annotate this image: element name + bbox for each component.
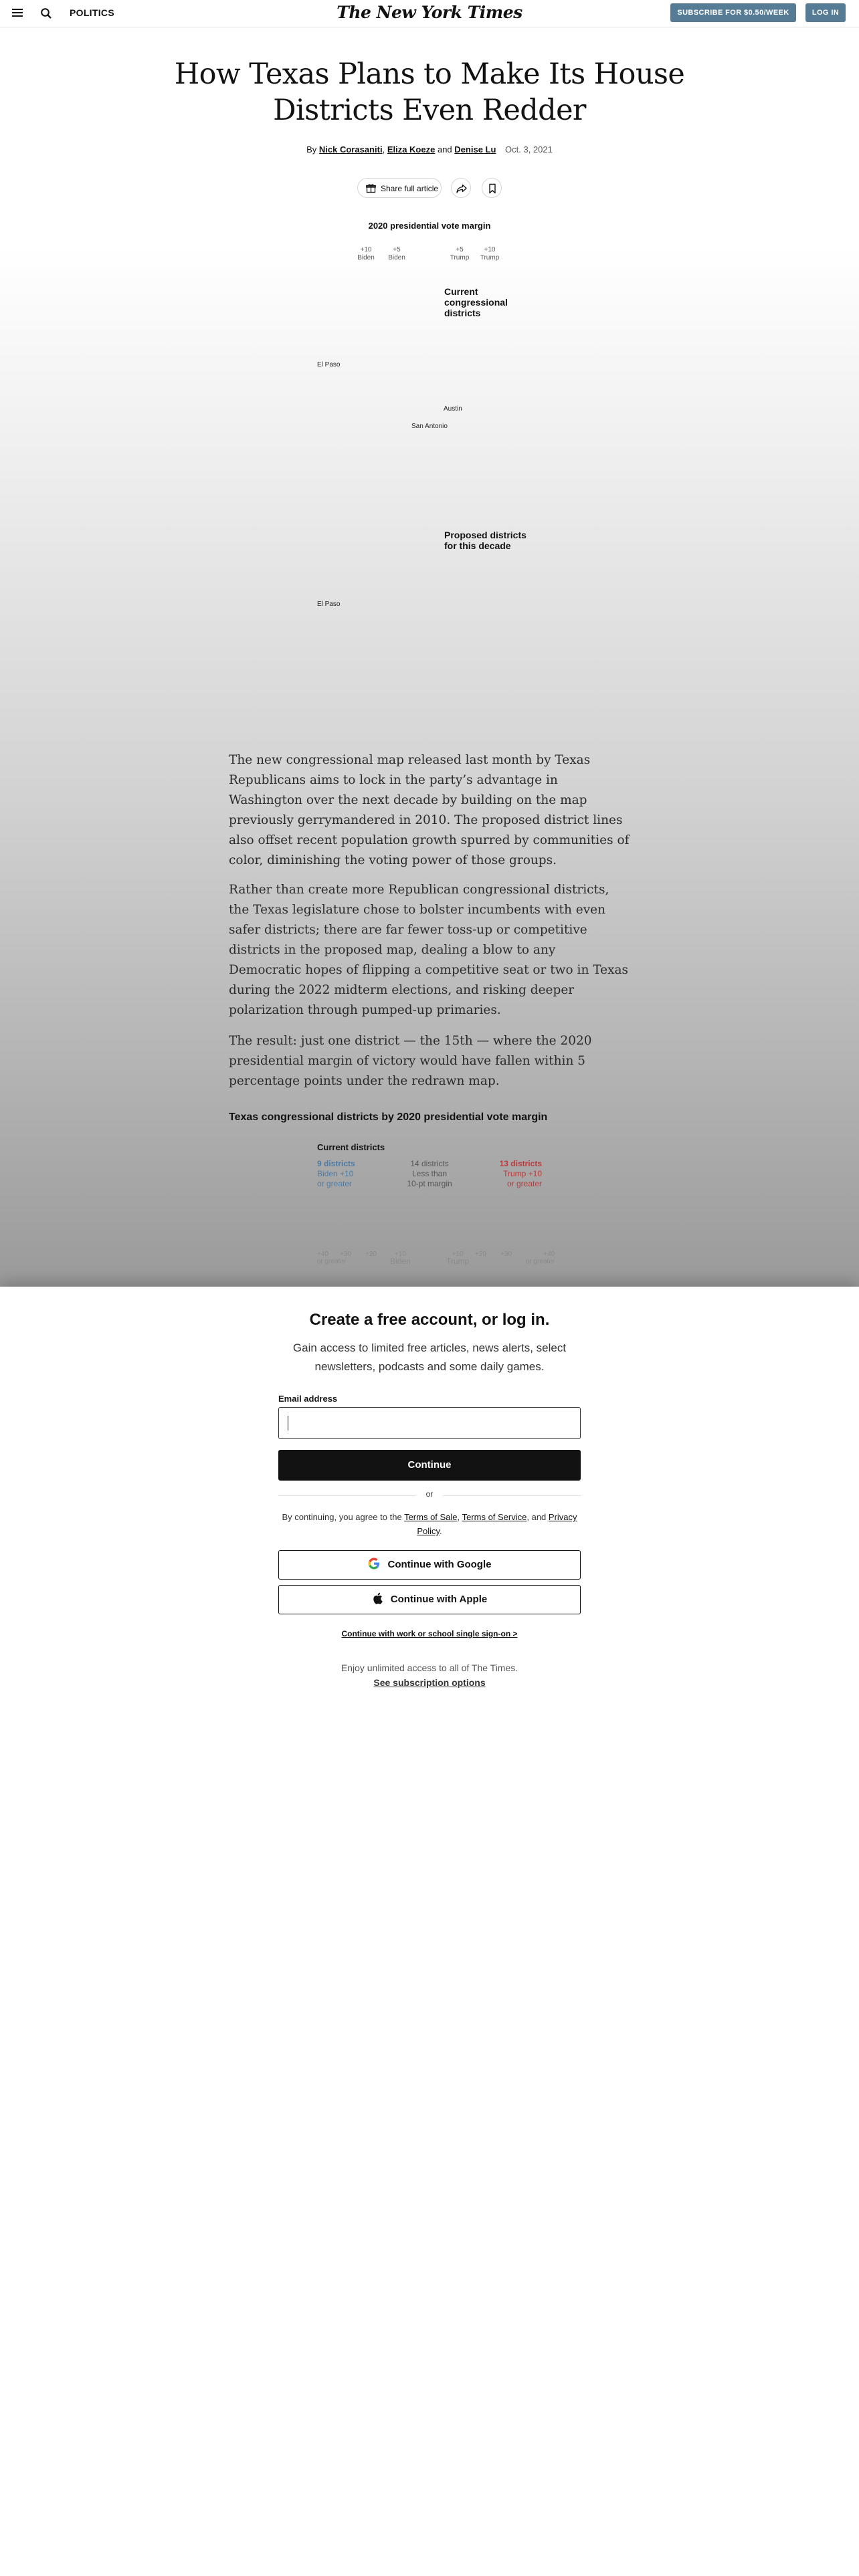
login-button[interactable]: LOG IN	[805, 3, 846, 22]
city-label-el-paso: El Paso	[317, 601, 341, 608]
map-title-current: Current congressional districts	[444, 286, 508, 318]
section-link-politics[interactable]: POLITICS	[70, 7, 114, 18]
scale-label: +40 or greater	[526, 1251, 555, 1265]
author-link[interactable]: Nick Corasaniti	[318, 144, 383, 154]
see-subscription-options-link[interactable]: See subscription options	[373, 1677, 486, 1688]
table-title: Texas congressional districts by 2020 presidential vote margin	[229, 1111, 548, 1123]
email-label: Email address	[278, 1394, 338, 1404]
privacy-policy-link[interactable]: Privacy Policy	[417, 1512, 577, 1536]
scale-label: +10 Biden	[390, 1251, 411, 1266]
google-icon	[368, 1558, 380, 1570]
bookmark-icon	[487, 183, 498, 194]
registration-title: Create a free account, or log in.	[309, 1311, 550, 1329]
terms-of-service-link[interactable]: Terms of Service	[462, 1512, 527, 1522]
terms-of-sale-link[interactable]: Terms of Sale	[404, 1512, 458, 1522]
map-title-proposed: Proposed districts for this decade	[444, 530, 527, 551]
scale-label: +20	[475, 1251, 486, 1258]
scale-label: +20	[365, 1251, 377, 1258]
email-input[interactable]	[278, 1407, 581, 1439]
district-group-trump: 13 districts Trump +10 or greater	[499, 1159, 542, 1188]
save-article-button[interactable]	[482, 178, 502, 198]
city-label-san-antonio: San Antonio	[411, 423, 448, 430]
scale-label: +10 Biden	[357, 246, 375, 261]
graphic-title: 2020 presidential vote margin	[368, 221, 491, 231]
gift-icon	[366, 183, 376, 193]
publish-date: Oct. 3, 2021	[505, 144, 553, 154]
continue-with-apple-button[interactable]	[278, 1585, 581, 1614]
article-paragraph: Rather than create more Republican congressional districts, the Texas legislature chose to bolster incumbents with even safer districts; there are far fewer toss-up or competitive districts in the proposed map, dealing a blow to any Democratic hopes of flipping a competitive seat or two in Texas during the 2022 midterm elections, and risking deeper polarization through pumped-up primaries.	[229, 883, 629, 1017]
city-label-austin: Austin	[444, 405, 462, 413]
registration-subtitle: Gain access to limited free articles, news alerts, select newsletters, podcasts and some daily games.	[292, 1341, 567, 1373]
byline-prefix: By	[306, 144, 317, 154]
byline: By Nick Corasaniti, Eliza Koeze and Denise Lu Oct. 3, 2021	[306, 144, 553, 154]
scale-label: +30	[500, 1251, 512, 1258]
current-districts-label: Current districts	[317, 1142, 385, 1152]
scale-label: +5 Biden	[388, 246, 405, 261]
district-group-biden: 9 districts Biden +10 or greater	[317, 1159, 355, 1188]
scale-label: +40 or greater	[317, 1251, 347, 1265]
author-link[interactable]: Denise Lu	[454, 144, 496, 154]
share-label: Share full article	[381, 184, 439, 193]
share-button[interactable]	[451, 178, 471, 198]
article-fade-background	[0, 27, 859, 1287]
scale-label: +10 Trump	[446, 1251, 470, 1266]
subscription-promo-text: Enjoy unlimited access to all of The Times.	[341, 1662, 518, 1673]
scale-label: +5 Trump	[450, 246, 470, 261]
apple-icon	[372, 1592, 383, 1604]
article-paragraph: The result: just one district — the 15th — where the 2020 presidential margin of victory would have fallen within 5 percentage points under the redrawn map.	[229, 1034, 592, 1088]
scale-label: +10 Trump	[480, 246, 500, 261]
share-full-article-button[interactable]	[357, 178, 442, 198]
work-school-sso-link[interactable]: Continue with work or school single sign-on >	[341, 1629, 518, 1638]
apple-button-label: Continue with Apple	[390, 1594, 488, 1605]
or-label: or	[416, 1489, 443, 1499]
district-group-competitive: 14 districts Less than 10-pt margin	[407, 1159, 452, 1188]
share-arrow-icon	[456, 183, 467, 194]
continue-button[interactable]: Continue	[278, 1450, 581, 1481]
google-button-label: Continue with Google	[387, 1559, 492, 1570]
subscribe-button[interactable]: SUBSCRIBE FOR $0.50/WEEK	[670, 3, 796, 22]
city-label-el-paso: El Paso	[317, 361, 341, 368]
terms-notice: By continuing, you agree to the Terms of Sale, Terms of Service, and Privacy Policy.	[282, 1512, 577, 1536]
top-navigation-bar	[0, 0, 859, 27]
nyt-logo[interactable]: The New York Times	[337, 3, 522, 22]
article-headline: How Texas Plans to Make Its House Districts Even Redder	[174, 58, 685, 127]
article-paragraph: The new congressional map released last month by Texas Republicans aims to lock in the party’s advantage in Washington over the next decade by building on the map previously gerrymandered in 2010. The proposed district lines also offset recent population growth spurred by communities of color, diminishing the voting power of those groups.	[229, 753, 630, 867]
author-link[interactable]: Eliza Koeze	[387, 144, 436, 154]
scale-label: +30	[340, 1251, 351, 1258]
continue-with-google-button[interactable]	[278, 1550, 581, 1580]
